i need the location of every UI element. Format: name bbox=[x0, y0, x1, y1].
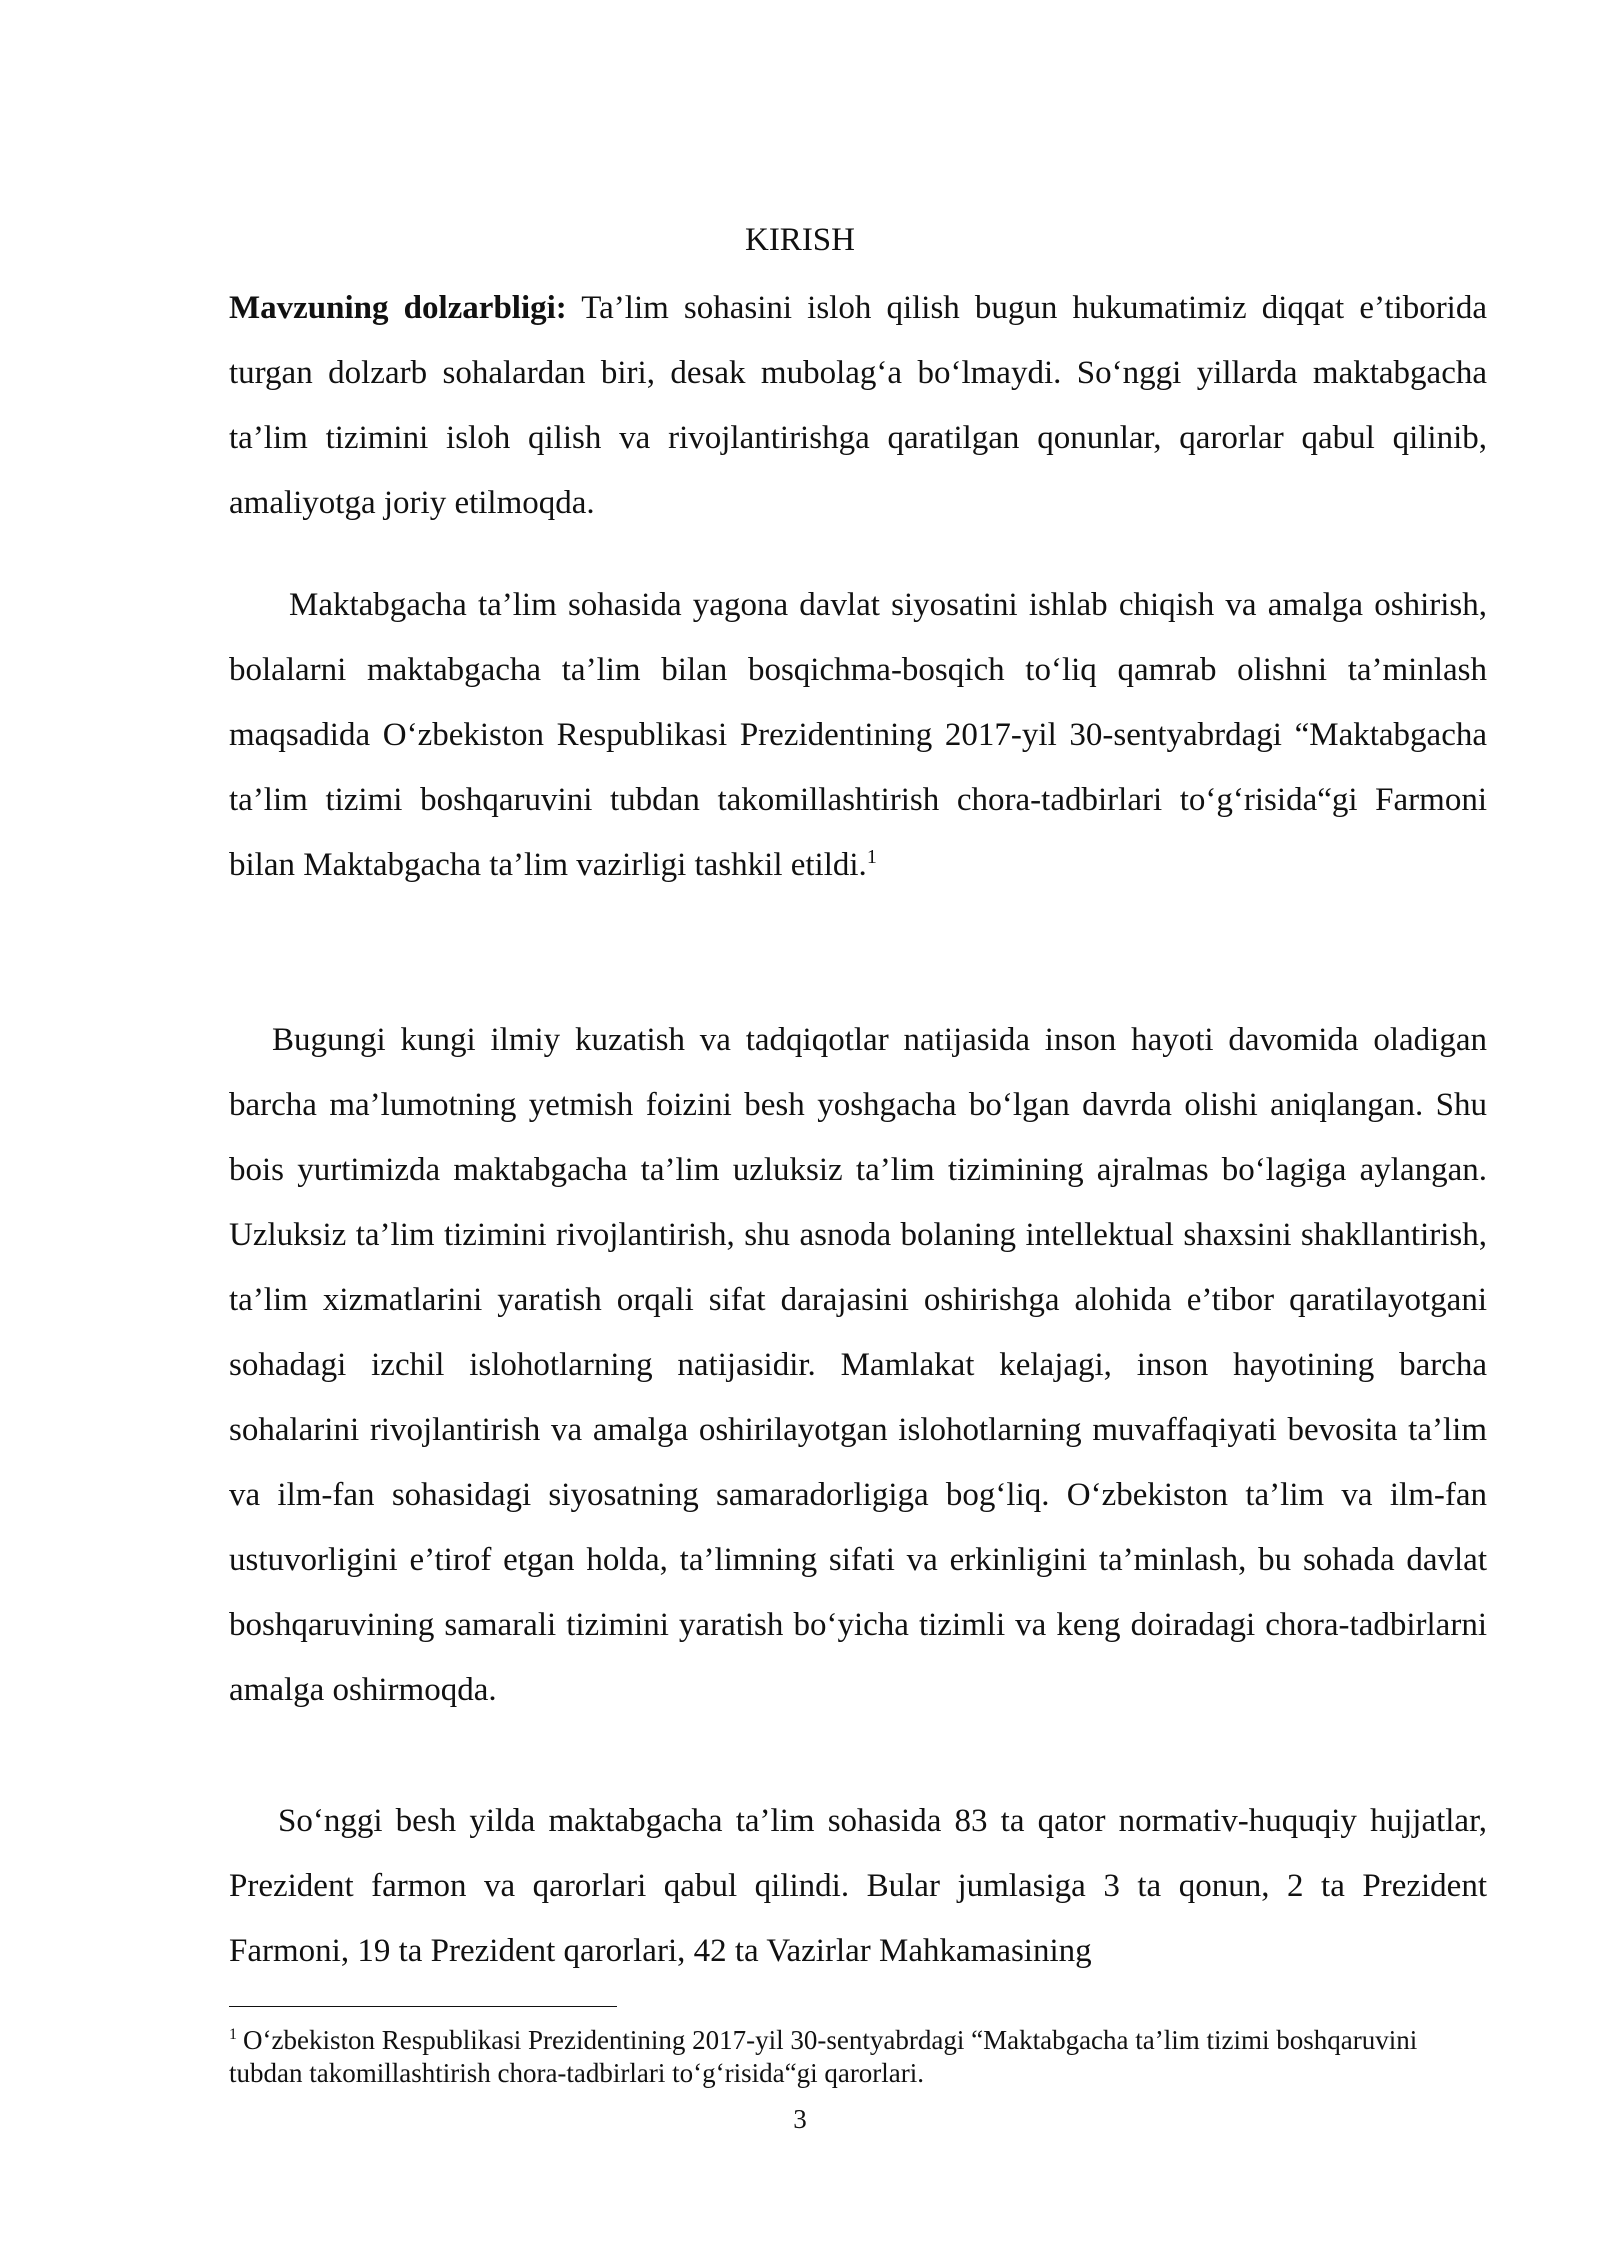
intro-label: Mavzuning dolzarbligi: bbox=[229, 290, 567, 326]
paragraph-4: So‘nggi besh yilda maktabgacha ta’lim sohasida 83 ta qator normativ-huquqiy hujjatlar, Prezident farmon va qarorlari qabul qilindi. Bular jumlasiga 3 ta qonun, 2 ta Prezident Farmoni, 19 ta Prezident qarorlari, 42 ta Vazirlar Mahkamasining bbox=[229, 1803, 1487, 1969]
footnote-reference[interactable]: 1 bbox=[866, 846, 877, 868]
footnote-text: O‘zbekiston Respublikasi Prezidentining 2017-yil 30-sentyabrdagi “Maktabgacha ta’lim tizimi boshqaruvini tubdan takomillashtirish chora-tadbirlari to‘g‘risida“gi qarorlari. bbox=[229, 2025, 1418, 2088]
footnote-number: 1 bbox=[229, 2026, 237, 2043]
paragraph-2-text: Maktabgacha ta’lim sohasida yagona davlat siyosatini ishlab chiqish va amalga oshirish, bolalarni maktabgacha ta’lim bilan bosqichma-bosqich to‘liq qamrab olishni ta’minlash maqsadida O‘zbekiston Respublikasi Prezidentining 2017-yil 30-sentyabrdagi “Maktabgacha ta’lim tizimi boshqaruvini tubdan takomillashtirish chora-tadbirlari to‘g‘risida“gi Farmoni bilan Maktabgacha ta’lim vazirligi tashkil etildi. bbox=[229, 587, 1487, 883]
footnote-divider bbox=[229, 2006, 617, 2007]
intro-text: Ta’lim sohasini isloh qilish bugun hukumatimiz diqqat e’tiborida turgan dolzarb sohalardan biri, desak mubolag‘a bo‘lmaydi. So‘nggi yillarda maktabgacha ta’lim tizimini isloh qilish va rivojlantirishga qaratilgan qonunlar, qarorlar qabul qilinib, amaliyotga joriy etilmoqda. bbox=[229, 290, 1487, 521]
paragraph-2 bbox=[229, 573, 1487, 898]
page-heading: KIRISH bbox=[744, 222, 855, 258]
paragraph-3: Bugungi kungi ilmiy kuzatish va tadqiqotlar natijasida inson hayoti davomida oladigan barcha ma’lumotning yetmish foizini besh yoshgacha bo‘lgan davrda olishi aniqlangan. Shu bois yurtimizda maktabgacha ta’lim uzluksiz ta’lim tizimining ajralmas bo‘lagiga aylangan. Uzluksiz ta’lim tizimini rivojlantirish, shu asnoda bolaning intellektual shaxsini shakllantirish, ta’lim xizmatlarini yaratish orqali sifat darajasini oshirishga alohida e’tibor qaratilayotgani sohadagi izchil islohotlarning natijasidir. Mamlakat kelajagi, inson hayotining barcha sohalarini rivojlantirish va amalga oshirilayotgan islohotlarning muvaffaqiyati bevosita ta’lim va ilm-fan sohasidagi siyosatning samaradorligiga bog‘liq. O‘zbekiston ta’lim va ilm-fan ustuvorligini e’tirof etgan holda, ta’limning sifati va erkinligini ta’minlash, bu sohada davlat boshqaruvining samarali tizimini yaratish bo‘yicha tizimli va keng doiradagi chora-tadbirlarni amalga oshirmoqda. bbox=[229, 1022, 1487, 1708]
page-number: 3 bbox=[793, 2104, 807, 2134]
footnote bbox=[229, 2024, 1487, 2090]
intro-paragraph bbox=[229, 276, 1487, 536]
